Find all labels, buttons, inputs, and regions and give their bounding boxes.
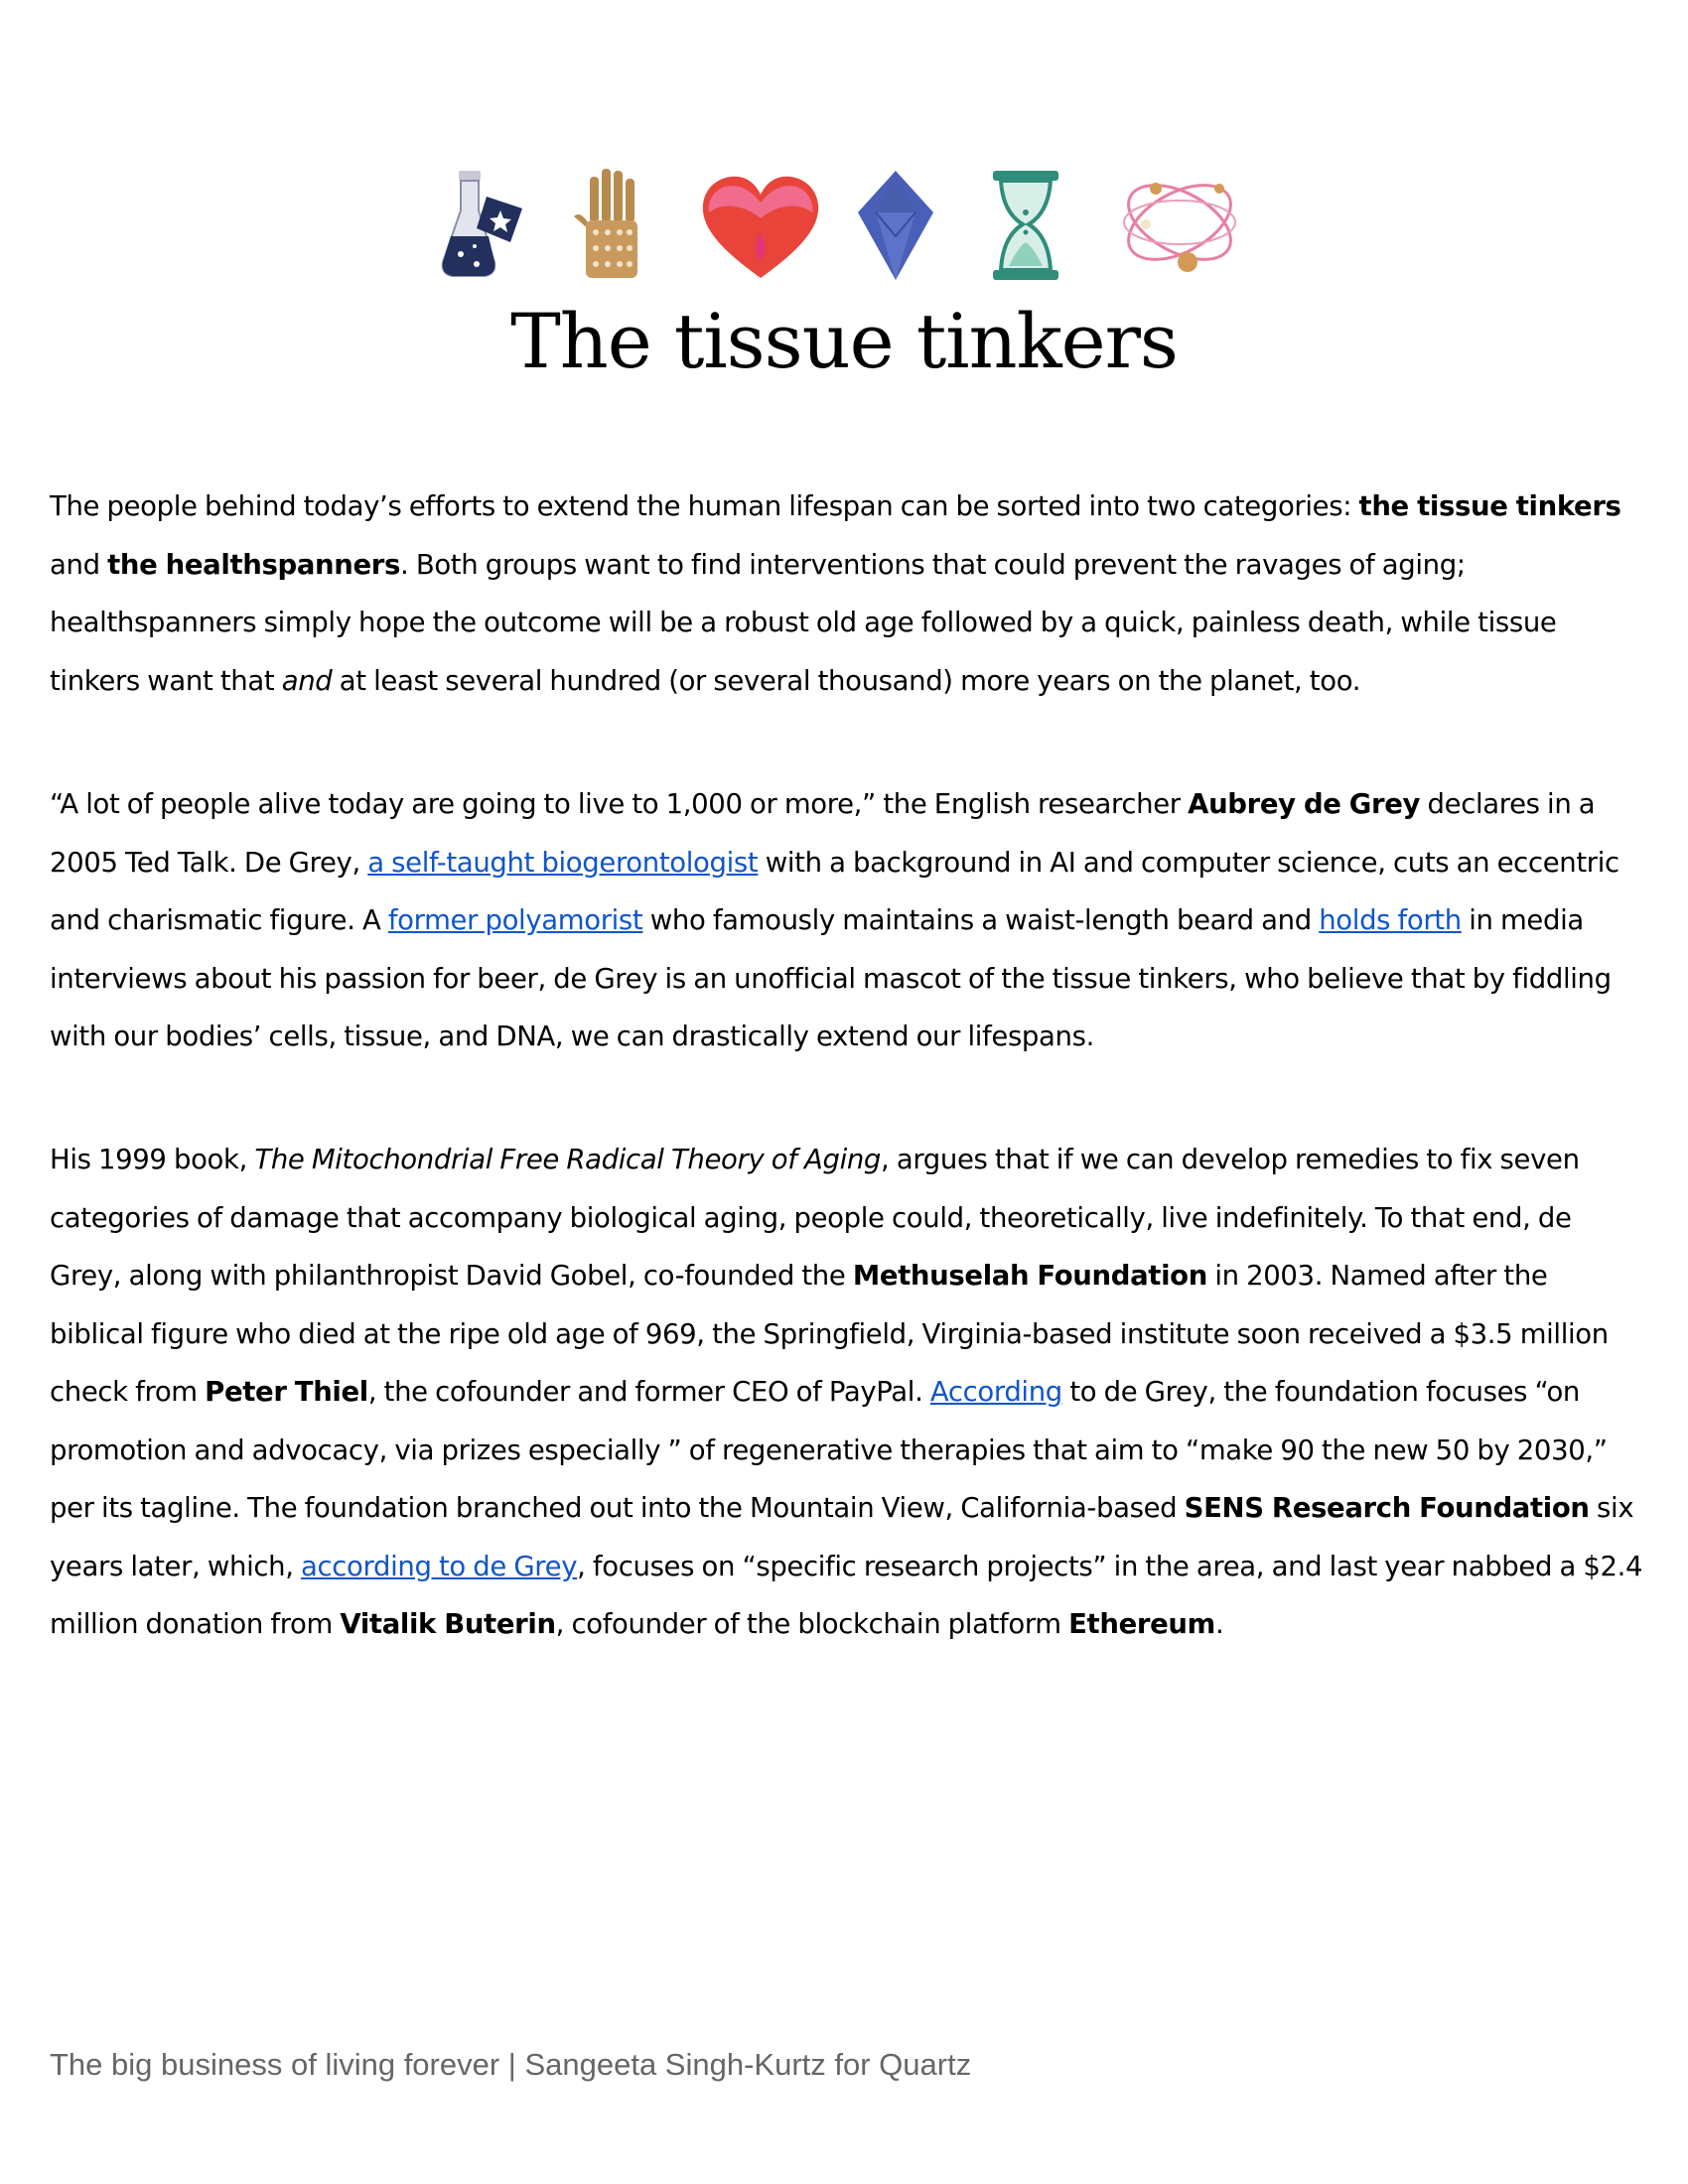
bold-name: Ethereum [1068, 1608, 1215, 1640]
bold-term: the healthspanners [107, 548, 401, 581]
paragraph-aubrey-de-grey [50, 775, 1648, 1066]
italic-text: and [281, 664, 333, 697]
page-title: The tissue tinkers [510, 297, 1178, 385]
text-span: at least several hundred (or several thousand) more years on the planet, too. [332, 664, 1361, 697]
text-span: with a background in AI and computer science, cuts an eccentric and charismatic figure. A [50, 846, 1619, 936]
text-span: “A lot of people alive today are going to live to 1,000 or more,” the English researcher [50, 788, 1189, 820]
flask-icon [437, 167, 536, 284]
link-according[interactable]: According [929, 1376, 1062, 1408]
robotic-hand-icon [568, 167, 657, 284]
bold-name: Vitalik Buterin [340, 1608, 556, 1640]
book-title: The Mitochondrial Free Radical Theory of Aging [254, 1144, 882, 1175]
bold-name: SENS Research Foundation [1184, 1492, 1590, 1524]
link-according-to-de-grey[interactable]: according to de Grey [301, 1550, 578, 1582]
text-span: , the cofounder and former CEO of PayPal. [367, 1376, 930, 1408]
text-span: in 2003. Named after the biblical figure who died at the ripe old age of 969, the Springfield, Virginia-based institute soon received a $3.5 million check from [50, 1260, 1609, 1408]
dna-strand-icon [1116, 167, 1243, 284]
gem-icon [854, 167, 937, 284]
text-span: in media interviews about his passion for beer, de Grey is an unofficial mascot of the tissue tinkers, who believe that by fiddling with our bodies’ cells, tissue, and DNA, we can drastically extend our lifespans. [50, 904, 1612, 1052]
hourglass-icon [989, 167, 1062, 284]
text-span: six years later, which, [50, 1492, 1634, 1582]
text-span: His 1999 book, [50, 1144, 255, 1175]
text-span: declares in a 2005 Ted Talk. De Grey, [50, 788, 1596, 879]
link-self-taught-biogerontologist[interactable]: a self-taught biogerontologist [367, 846, 759, 879]
text-span: who famously maintains a waist-length beard and [642, 904, 1320, 936]
heart-icon [699, 173, 822, 284]
icon-row [437, 167, 1271, 286]
text-span: . [1214, 1608, 1224, 1640]
bold-term: the tissue tinkers [1358, 490, 1621, 522]
link-former-polyamorist[interactable]: former polyamorist [387, 904, 643, 936]
text-span: , cofounder of the blockchain platform [555, 1608, 1069, 1640]
paragraph-intro [50, 478, 1648, 710]
bold-name: Peter Thiel [205, 1376, 368, 1408]
text-span: , argues that if we can develop remedies to fix seven categories of damage that accompany biological aging, people could, theoretically, live indefinitely. To that end, de Grey, along with philanthropist David Gobel, co-founded the [50, 1144, 1580, 1292]
text-span: , focuses on “specific research projects” in the area, and last year nabbed a $2.4 million donation from [50, 1550, 1643, 1640]
text-span: The people behind today’s efforts to extend the human lifespan can be sorted into two categories: [50, 490, 1359, 522]
link-holds-forth[interactable]: holds forth [1319, 904, 1462, 936]
paragraph-methuselah-foundation [50, 1131, 1648, 1654]
footer-credit: The big business of living forever | Sangeeta Singh-Kurtz for Quartz [50, 2047, 972, 2082]
text-span: to de Grey, the foundation focuses “on promotion and advocacy, via prizes especially ” of regenerative therapies that aim to “make 90 the new 50 by 2030,” per its tagline. The foundation branched out into the Mountain View, California-based [50, 1376, 1608, 1524]
bold-name: Aubrey de Grey [1188, 788, 1421, 820]
text-span: and [50, 548, 108, 581]
bold-name: Methuselah Foundation [852, 1260, 1207, 1292]
text-span: . Both groups want to find interventions that could prevent the ravages of aging; healthspanners simply hope the outcome will be a robust old age followed by a quick, painless death, while tissue tinkers want that [50, 548, 1557, 697]
